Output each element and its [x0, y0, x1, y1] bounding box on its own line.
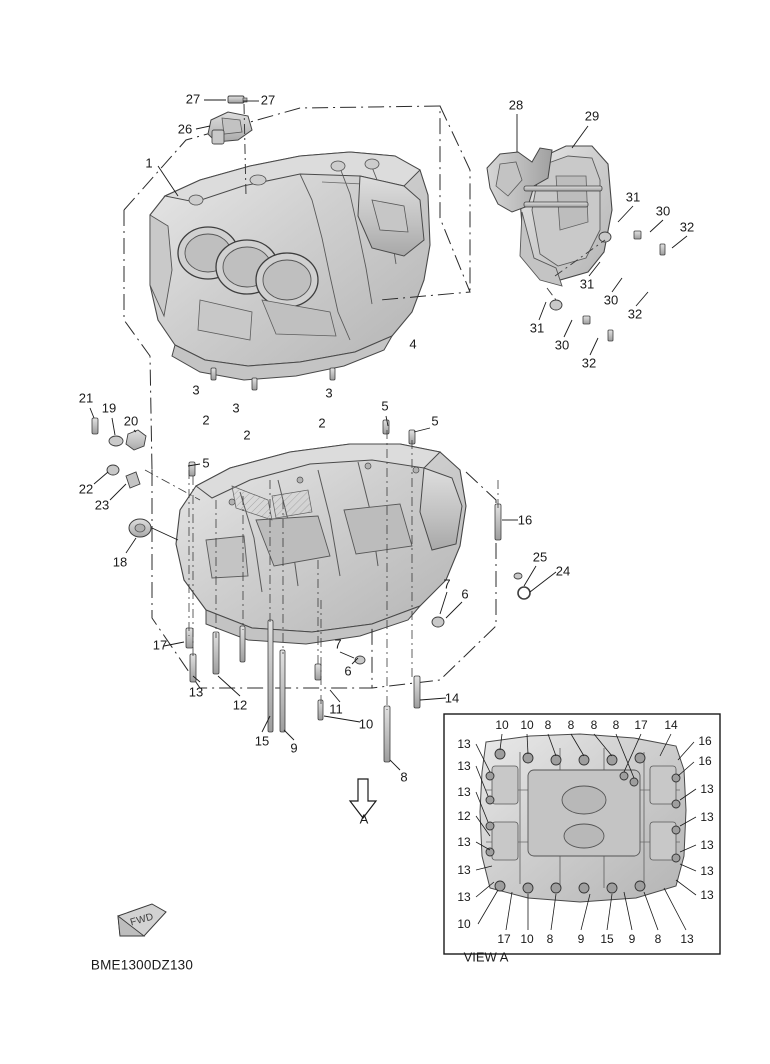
view-a-title: VIEW A: [463, 949, 509, 965]
callout-3: 3: [192, 382, 200, 398]
callout-4: 4: [409, 336, 417, 352]
callout-25: 25: [532, 549, 548, 565]
callout-32: 32: [627, 306, 643, 322]
callout-7: 7: [334, 636, 342, 652]
callout-13: 13: [457, 890, 471, 904]
callout-8: 8: [544, 718, 552, 732]
callout-13: 13: [700, 888, 714, 902]
callout-8: 8: [546, 932, 554, 946]
callout-8: 8: [654, 932, 662, 946]
callout-30: 30: [603, 292, 619, 308]
small-parts-left: [92, 418, 151, 537]
callout-16: 16: [517, 512, 533, 528]
callout-19: 19: [101, 400, 117, 416]
callout-31: 31: [529, 320, 545, 336]
callout-31: 31: [625, 189, 641, 205]
callout-7: 7: [443, 576, 451, 592]
part-number-label: BME1300DZ130: [90, 957, 194, 973]
callout-15: 15: [254, 733, 270, 749]
callout-9: 9: [577, 932, 585, 946]
callout-13: 13: [700, 864, 714, 878]
callout-18: 18: [112, 554, 128, 570]
callout-3: 3: [325, 385, 333, 401]
callout-24: 24: [555, 563, 571, 579]
callout-8: 8: [567, 718, 575, 732]
callout-13: 13: [457, 863, 471, 877]
callout-27: 27: [260, 92, 276, 108]
callout-6: 6: [461, 586, 469, 602]
callout-8: 8: [612, 718, 620, 732]
callout-10: 10: [457, 917, 471, 931]
section-arrow-label: A: [359, 811, 369, 827]
callout-21: 21: [78, 390, 94, 406]
upper-crankcase-assembly: [150, 152, 430, 380]
part-26-bracket: [208, 112, 252, 144]
callout-8: 8: [400, 769, 408, 785]
callout-17: 17: [634, 718, 648, 732]
callout-31: 31: [579, 276, 595, 292]
callout-9: 9: [628, 932, 636, 946]
callout-13: 13: [700, 810, 714, 824]
callout-16: 16: [698, 734, 712, 748]
callout-2: 2: [318, 415, 326, 431]
callout-12: 12: [232, 697, 248, 713]
callout-13: 13: [457, 759, 471, 773]
callout-3: 3: [232, 400, 240, 416]
callout-14: 14: [444, 690, 460, 706]
callout-10: 10: [520, 718, 534, 732]
callout-13: 13: [457, 737, 471, 751]
callout-6: 6: [344, 663, 352, 679]
callout-11: 11: [329, 701, 343, 717]
callout-14: 14: [664, 718, 678, 732]
callout-29: 29: [584, 108, 600, 124]
callout-8: 8: [590, 718, 598, 732]
callout-20: 20: [123, 413, 139, 429]
callout-5: 5: [202, 455, 210, 471]
callout-2: 2: [243, 427, 251, 443]
callout-30: 30: [554, 337, 570, 353]
callout-10: 10: [520, 932, 534, 946]
callout-32: 32: [581, 355, 597, 371]
callout-13: 13: [700, 782, 714, 796]
callout-12: 12: [457, 809, 471, 823]
callout-13: 13: [457, 785, 471, 799]
callout-17: 17: [152, 637, 168, 653]
callout-17: 17: [497, 932, 511, 946]
callout-13: 13: [680, 932, 694, 946]
callout-13: 13: [700, 838, 714, 852]
callout-5: 5: [431, 413, 439, 429]
callout-28: 28: [508, 97, 524, 113]
callout-15: 15: [600, 932, 614, 946]
callout-16: 16: [698, 754, 712, 768]
callout-13: 13: [457, 835, 471, 849]
callout-26: 26: [177, 121, 193, 137]
fwd-label: FWD: [129, 911, 155, 929]
callout-32: 32: [679, 219, 695, 235]
view-a-box: [444, 714, 720, 954]
callout-10: 10: [358, 716, 374, 732]
callout-1: 1: [145, 155, 153, 171]
callout-13: 13: [188, 684, 204, 700]
callout-23: 23: [94, 497, 110, 513]
callout-10: 10: [495, 718, 509, 732]
callout-2: 2: [202, 412, 210, 428]
callout-27: 27: [185, 91, 201, 107]
callout-9: 9: [290, 740, 298, 756]
callout-5: 5: [381, 398, 389, 414]
callout-30: 30: [655, 203, 671, 219]
callout-22: 22: [78, 481, 94, 497]
